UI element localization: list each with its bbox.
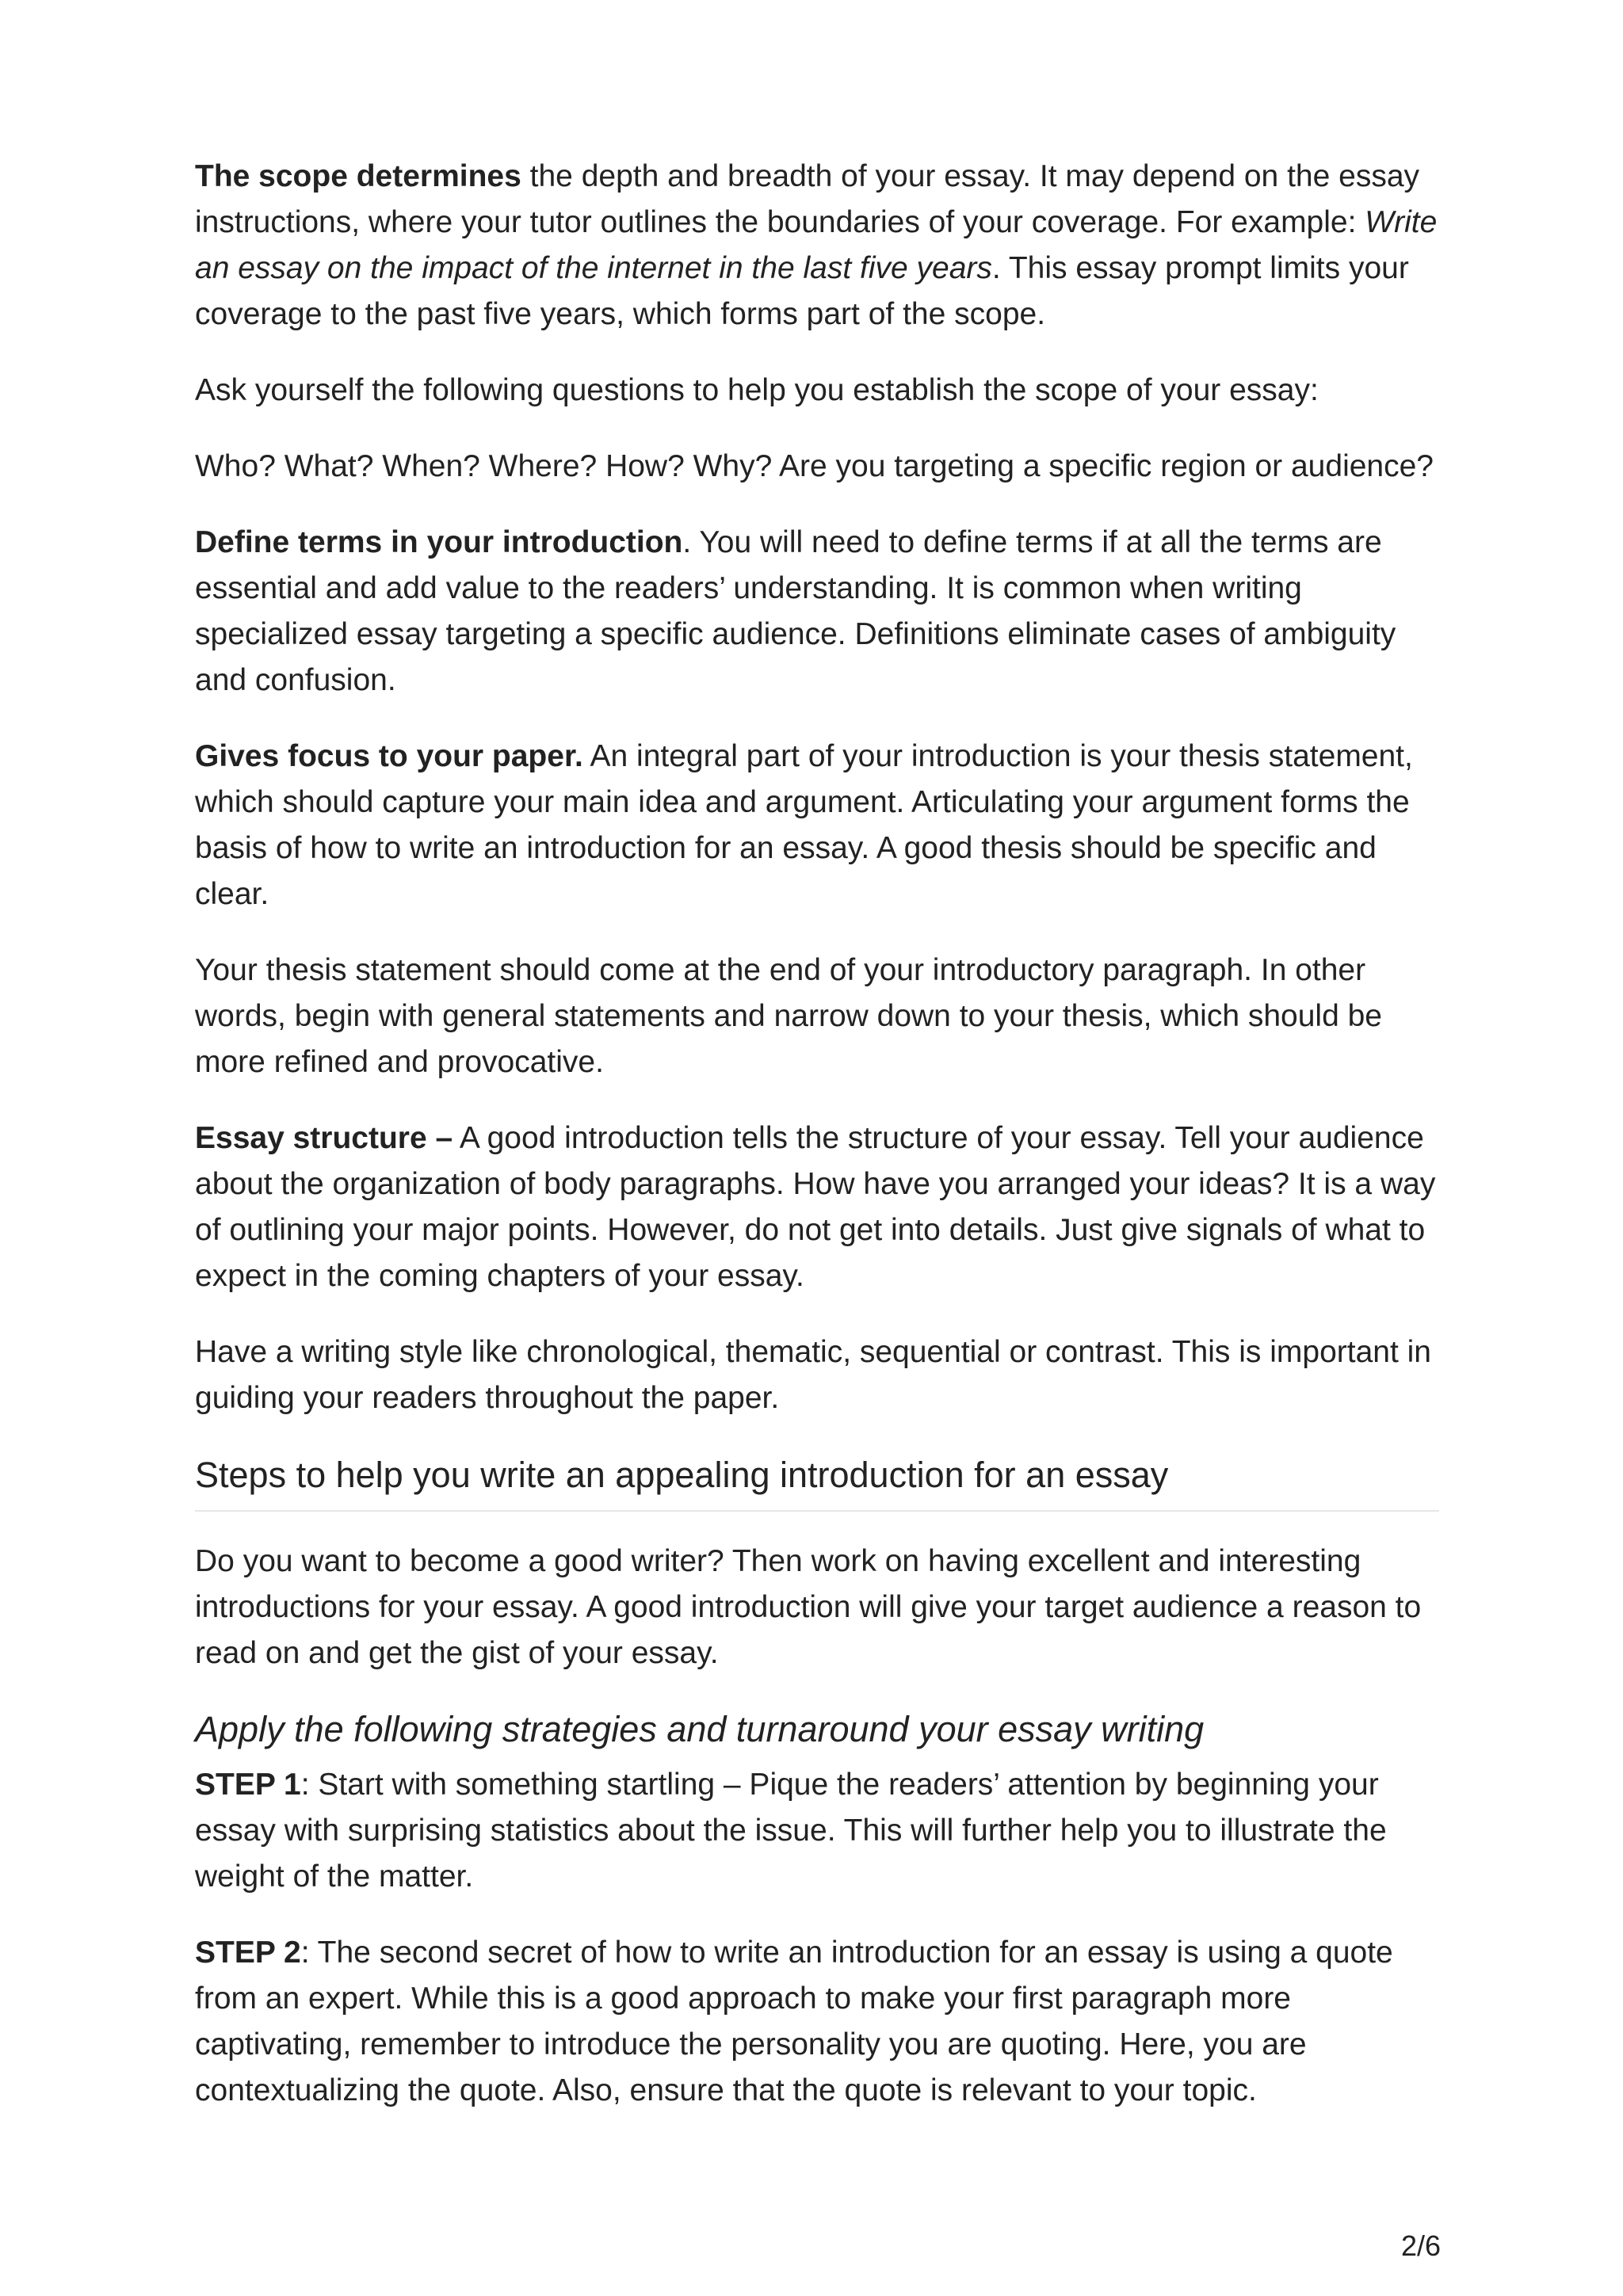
section-heading: Steps to help you write an appealing introduction for an essay <box>195 1451 1439 1512</box>
paragraph-scope <box>195 154 1439 338</box>
step-1 <box>195 1762 1439 1900</box>
bold-lead-define-terms: Define terms in your introduction <box>195 525 683 559</box>
paragraph-text: . You will need to define terms if at all the terms are essential and add value to the readers’ understanding. It is common when writing specialized essay targeting a specific audience. Definitions eliminate cases of ambiguity and confusion. <box>195 525 1396 697</box>
step-1-label: STEP 1 <box>195 1768 301 1802</box>
paragraph-text: A good introduction tells the structure of your essay. Tell your audience about the organization of body paragraphs. How have you arranged your ideas? It is a way of outlining your major points. However, do not get into details. Just give signals of what to expect in the coming chapters of your essay. <box>195 1121 1436 1293</box>
page-number: 2/6 <box>1400 2229 1441 2262</box>
step-1-text: : Start with something startling – Pique the readers’ attention by beginning your essay with surprising statistics about the issue. This will further help you to illustrate the weight of the matter. <box>195 1768 1387 1894</box>
subheading: Apply the following strategies and turnaround your essay writing <box>195 1709 1205 1749</box>
paragraph-define-terms <box>195 520 1439 704</box>
paragraph-focus <box>195 734 1439 917</box>
step-2 <box>195 1930 1439 2114</box>
step-2-text: : The second secret of how to write an introduction for an essay is using a quote from an expert. While this is a good approach to make your first paragraph more captivating, remember to introduce the personality you are quoting. Here, you are contextualizing the quote. Also, ensure that the quote is relevant to your topic. <box>195 1936 1393 2107</box>
italic-example: Write an essay on the impact of the internet in the last five years <box>195 205 1438 285</box>
document-body <box>195 154 1439 2144</box>
paragraph-text: the depth and breadth of your essay. It may depend on the essay instructions, where your tutor outlines the boundaries of your coverage. For example: <box>195 159 1420 239</box>
paragraph-ask-yourself: Ask yourself the following questions to help you establish the scope of your essay: <box>195 373 1319 407</box>
paragraph-writing-style: Have a writing style like chronological, thematic, sequential or contrast. This is important in guiding your readers throughout the paper. <box>195 1335 1431 1415</box>
bold-lead-essay-structure: Essay structure – <box>195 1121 453 1155</box>
bold-lead-scope: The scope determines <box>195 159 521 193</box>
paragraph-questions: Who? What? When? Where? How? Why? Are you targeting a specific region or audience? <box>195 449 1434 483</box>
paragraph-text: . This essay prompt limits your coverage to the past five years, which forms part of the scope. <box>195 251 1409 331</box>
paragraph-text: An integral part of your introduction is your thesis statement, which should capture your main idea and argument. Articulating your argument forms the basis of how to write an introduction for an essay. A good thesis should be specific and clear. <box>195 739 1413 911</box>
bold-lead-focus: Gives focus to your paper. <box>195 739 583 773</box>
step-2-label: STEP 2 <box>195 1936 301 1970</box>
paragraph-thesis: Your thesis statement should come at the end of your introductory paragraph. In other words, begin with general statements and narrow down to your thesis, which should be more refined and provocative. <box>195 953 1382 1079</box>
paragraph-essay-structure <box>195 1116 1439 1299</box>
paragraph-section-intro: Do you want to become a good writer? Then work on having excellent and interesting introductions for your essay. A good introduction will give your target audience a reason to read on and get the gist of your essay. <box>195 1544 1422 1670</box>
